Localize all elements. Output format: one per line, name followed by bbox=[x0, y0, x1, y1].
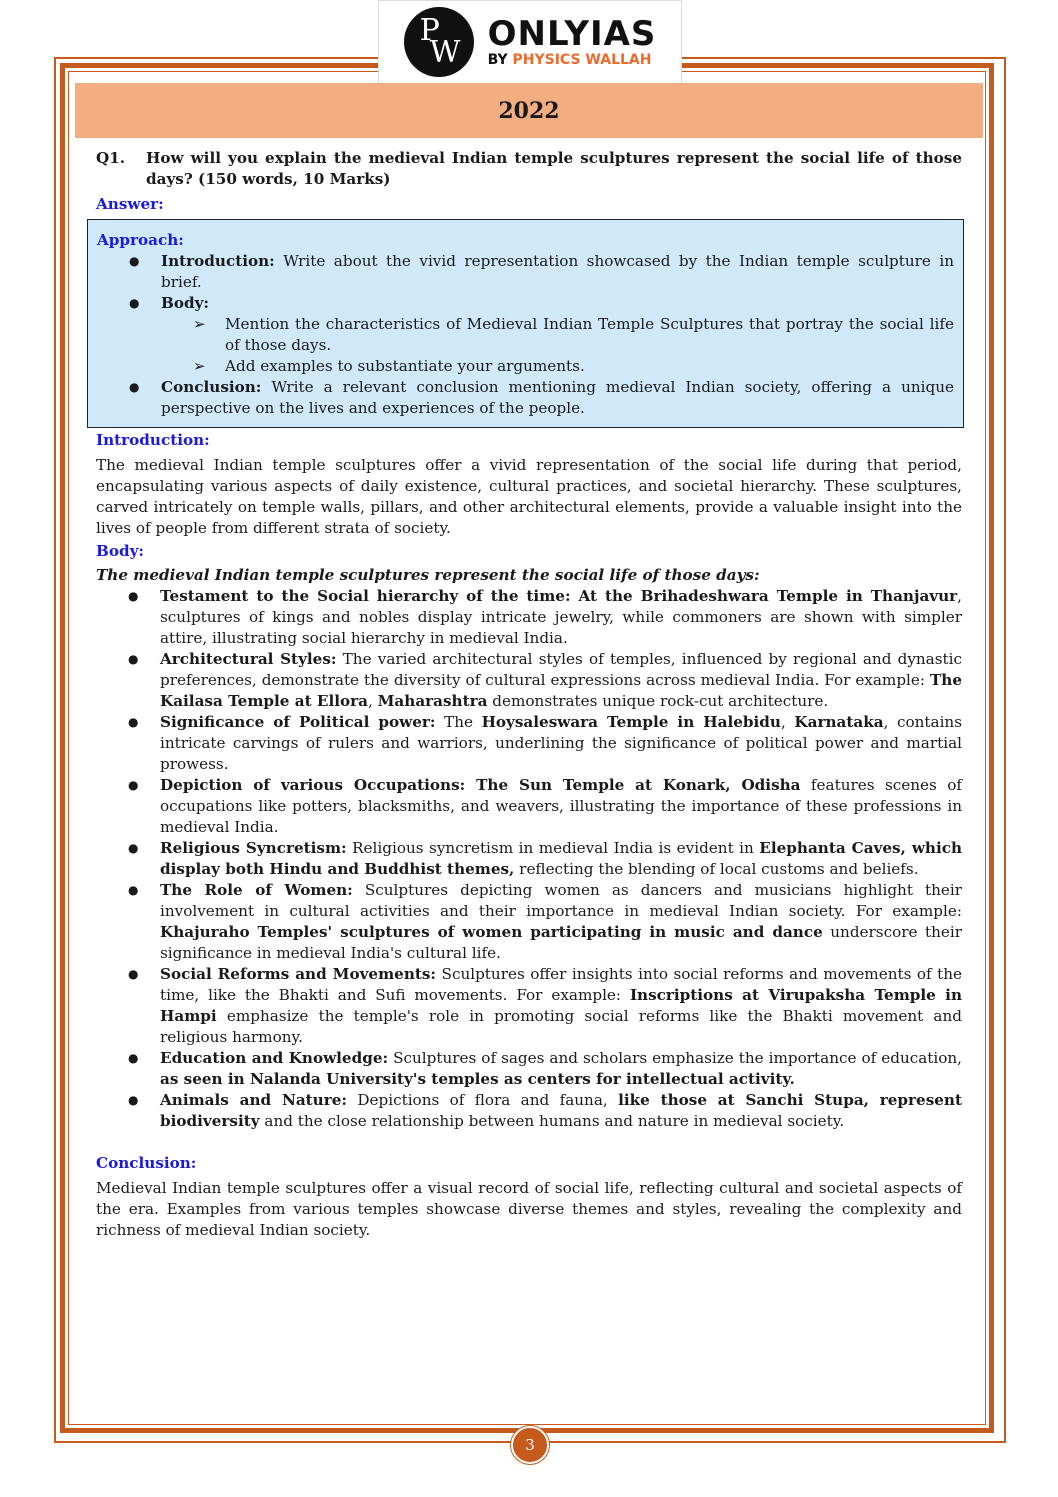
bold-text: Conclusion: bbox=[161, 378, 262, 396]
bold-text: Karnataka bbox=[794, 713, 884, 731]
bold-text: Animals and Nature: bbox=[160, 1091, 347, 1109]
introduction-text: The medieval Indian temple sculptures offer a vivid representation of the social life during that period, encapsulating various aspects of daily existence, cultural practices, and societal hierarchy. These sculptures, carved intricately on temple walls, pillars, and other architectural elements, provide a valuable insight into the lives of people from different strata of society. bbox=[96, 456, 962, 537]
body-subheading: The medieval Indian temple sculptures represent the social life of those days: bbox=[96, 566, 760, 584]
text-segment: underscore their significance in medieval India's cultural life. bbox=[160, 923, 962, 962]
question-text: How will you explain the medieval Indian temple sculptures represent the social life of those days? (150 words, 10 Marks) bbox=[146, 149, 962, 188]
bold-text: Significance of Political power: bbox=[160, 713, 436, 731]
year-banner bbox=[75, 83, 983, 138]
list-item bbox=[96, 649, 962, 712]
list-item bbox=[97, 356, 954, 377]
bold-text: like those at Sanchi Stupa, represent biodiversity bbox=[160, 1091, 962, 1130]
approach-list bbox=[97, 251, 954, 419]
list-item bbox=[96, 964, 962, 1048]
text-segment: Depictions of flora and fauna, bbox=[347, 1091, 619, 1109]
text-segment: Sculptures offer insights into social reforms and movements of the time, like the Bhakti and Sufi movements. For example: bbox=[160, 965, 962, 1004]
text-segment: Write about the vivid representation showcased by the Indian temple sculpture in brief. bbox=[161, 252, 954, 291]
bold-text: Inscriptions at Virupaksha Temple in Hampi bbox=[160, 986, 962, 1025]
bold-text: Elephanta Caves, which display both Hindu and Buddhist themes, bbox=[160, 839, 962, 878]
logo bbox=[378, 0, 682, 84]
list-item bbox=[96, 880, 962, 964]
bold-text: Architectural Styles: bbox=[160, 650, 337, 668]
text-segment: , bbox=[780, 713, 795, 731]
list-item bbox=[97, 251, 954, 293]
list-item bbox=[97, 377, 954, 419]
text-segment: features scenes of occupations like potters, blacksmiths, and weavers, illustrating the importance of these professions in medieval India. bbox=[160, 776, 962, 836]
body-list bbox=[96, 586, 962, 1132]
text-segment: reflecting the blending of local customs and beliefs. bbox=[514, 860, 919, 878]
bold-text: Khajuraho Temples' sculptures of women participating in music and dance bbox=[160, 923, 823, 941]
text-segment: The varied architectural styles of temples, influenced by regional and dynastic preferences, demonstrate the diversity of cultural expressions across medieval India. For example: bbox=[160, 650, 962, 689]
list-item bbox=[96, 586, 962, 649]
page-number: 3 bbox=[511, 1426, 549, 1464]
text-segment: emphasize the temple's role in promoting social reforms like the Bhakti movement and religious harmony. bbox=[160, 1007, 962, 1046]
list-item bbox=[97, 293, 954, 314]
logo-by: BY bbox=[487, 52, 508, 68]
text-segment: , bbox=[367, 692, 378, 710]
year: 2022 bbox=[498, 97, 560, 124]
bold-text: as seen in Nalanda University's temples as centers for intellectual activity. bbox=[160, 1070, 795, 1088]
list-item bbox=[96, 712, 962, 775]
text-segment: demonstrates unique rock-cut architecture. bbox=[487, 692, 829, 710]
logo-brand: PHYSICS WALLAH bbox=[512, 52, 652, 68]
body-label: Body: bbox=[96, 542, 145, 560]
text-segment: Mention the characteristics of Medieval Indian Temple Sculptures that portray the social life of those days. bbox=[225, 315, 954, 354]
text-segment: Religious syncretism in medieval India is evident in bbox=[346, 839, 760, 857]
bold-text: Hoysaleswara Temple in Halebidu bbox=[481, 713, 781, 731]
approach-box bbox=[87, 219, 964, 428]
text-segment: Sculptures of sages and scholars emphasize the importance of education, bbox=[388, 1049, 963, 1067]
text-segment: Write a relevant conclusion mentioning medieval Indian society, offering a unique perspective on the lives and experiences of the people. bbox=[161, 378, 954, 417]
text-segment: Sculptures depicting women as dancers and musicians highlight their involvement in cultural activities and their importance in medieval Indian society. For example: bbox=[160, 881, 962, 920]
list-item bbox=[96, 1048, 962, 1090]
text-segment: The bbox=[435, 713, 482, 731]
bold-text: The Role of Women: bbox=[160, 881, 353, 899]
logo-text: ONLYIAS bbox=[487, 14, 657, 54]
answer-label: Answer: bbox=[96, 195, 164, 213]
text-segment: , contains intricate carvings of rulers and warriors, underlining the significance of political power and martial prowess. bbox=[160, 713, 963, 773]
bold-text: Maharashtra bbox=[377, 692, 488, 710]
document-body bbox=[96, 148, 962, 1241]
conclusion-text: Medieval Indian temple sculptures offer a visual record of social life, reflecting cultural and societal aspects of the era. Examples from various temples showcase diverse themes and styles, revealing the complexity and richness of medieval Indian society. bbox=[96, 1179, 962, 1239]
list-item bbox=[97, 314, 954, 356]
bold-text: Education and Knowledge: bbox=[160, 1049, 389, 1067]
question-number: Q1. bbox=[96, 149, 126, 167]
question bbox=[96, 148, 962, 190]
list-item bbox=[96, 775, 962, 838]
pw-logo-icon: P W bbox=[404, 7, 474, 77]
list-item bbox=[96, 838, 962, 880]
approach-label: Approach: bbox=[97, 231, 184, 249]
text-segment: , sculptures of kings and nobles display intricate jewelry, while commoners are shown with simpler attire, illustrating social hierarchy in medieval India. bbox=[160, 587, 962, 647]
bold-text: Testament to the Social hierarchy of the time: At the Brihadeshwara Temple in Thanjavur bbox=[160, 587, 958, 605]
conclusion-label: Conclusion: bbox=[96, 1154, 197, 1172]
introduction-label: Introduction: bbox=[96, 431, 210, 449]
bold-text: Religious Syncretism: bbox=[160, 839, 347, 857]
bold-text: Depiction of various Occupations: The Sun Temple at Konark, Odisha bbox=[160, 776, 801, 794]
list-item bbox=[96, 1090, 962, 1132]
bold-text: Social Reforms and Movements: bbox=[160, 965, 437, 983]
text-segment: Add examples to substantiate your arguments. bbox=[225, 357, 585, 375]
bold-text: Body: bbox=[161, 294, 210, 312]
bold-text: The Kailasa Temple at Ellora bbox=[160, 671, 962, 710]
text-segment: and the close relationship between humans and nature in medieval society. bbox=[259, 1112, 845, 1130]
bold-text: Introduction: bbox=[161, 252, 275, 270]
